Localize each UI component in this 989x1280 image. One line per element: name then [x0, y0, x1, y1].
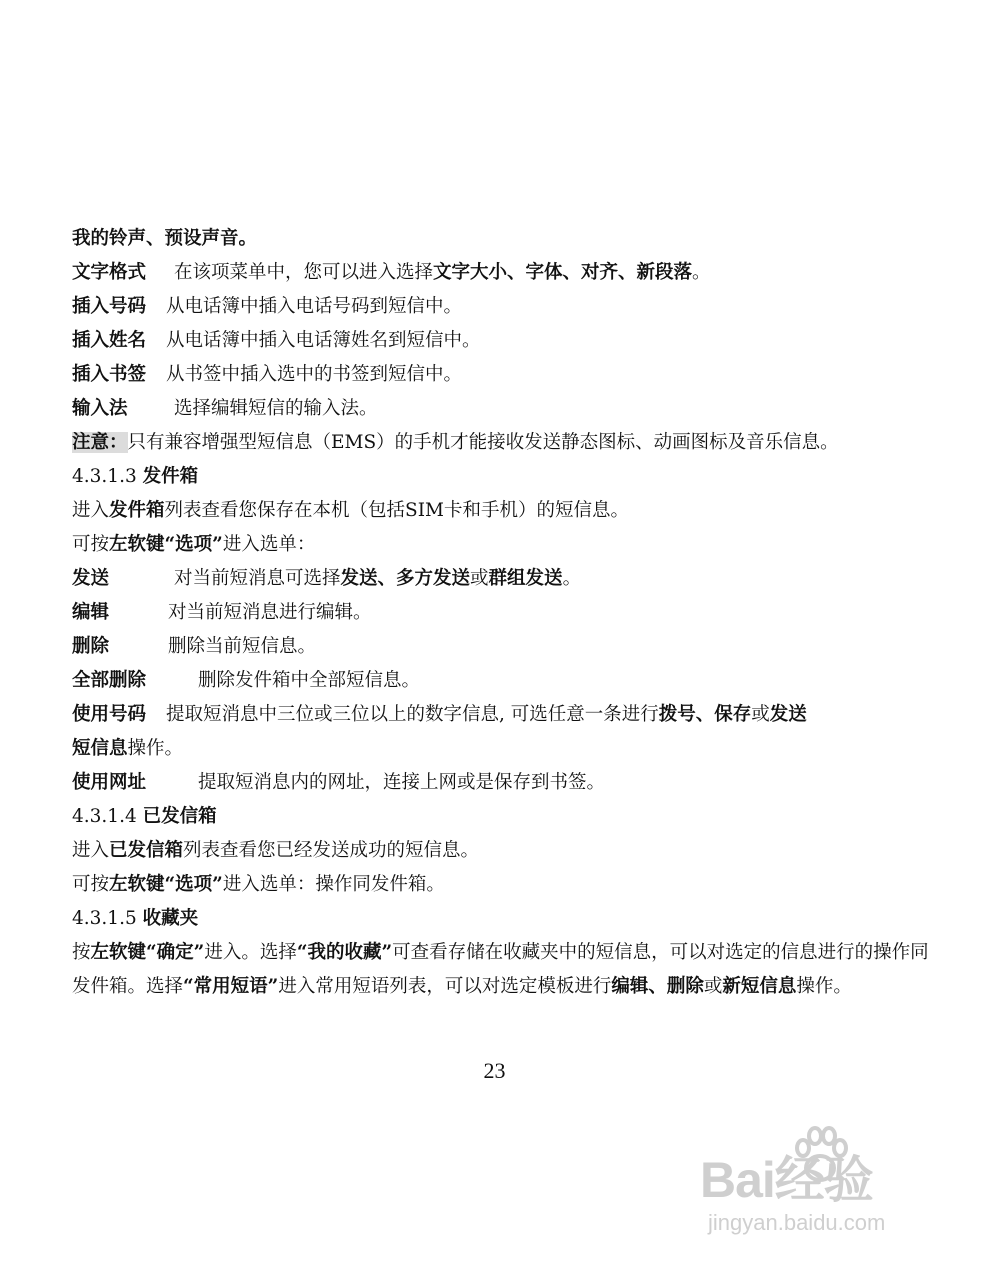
text: 我的铃声、预设声音。 — [72, 228, 258, 249]
paragraph — [72, 936, 932, 1004]
text: 进入常用短语列表，可以对选定模板进行 — [278, 976, 612, 997]
text-line — [72, 222, 932, 256]
term: 插入书签 — [72, 364, 147, 385]
section-title: 收藏夹 — [142, 908, 199, 929]
text: 进入 — [72, 840, 110, 861]
section-title: 已发信箱 — [142, 806, 217, 827]
emphasis: 群组发送 — [488, 568, 563, 589]
section-heading — [72, 460, 932, 494]
emphasis: 新短信息 — [722, 976, 797, 997]
text: 列表查看您已经发送成功的短信息。 — [183, 840, 480, 861]
emphasis: 左软键“确定” — [90, 942, 205, 963]
baidu-watermark — [700, 1120, 940, 1250]
emphasis: 短信息 — [72, 738, 128, 759]
emphasis: 左软键“选项” — [109, 874, 223, 895]
desc: 对当前短消息进行编辑。 — [168, 602, 372, 623]
emphasis: 发件箱 — [109, 500, 165, 521]
text: 按 — [72, 942, 91, 963]
term: 全部删除 — [72, 670, 147, 691]
desc: 删除发件箱中全部短信息。 — [198, 670, 421, 691]
paragraph — [72, 494, 932, 528]
desc: 对当前短消息可选择 — [174, 568, 341, 589]
desc: 从电话簿中插入电话簿姓名到短信中。 — [166, 330, 481, 351]
watermark-url: jingyan.baidu.com — [708, 1210, 886, 1235]
menu-item-input-method — [72, 392, 932, 426]
emphasis: “常用短语” — [183, 976, 279, 997]
paragraph — [72, 834, 932, 868]
term: 删除 — [72, 636, 110, 657]
desc: 提取短消息内的网址，连接上网或是保存到书签。 — [198, 772, 606, 793]
text: 可按 — [72, 874, 110, 895]
emphasis: 编辑、删除 — [611, 976, 704, 997]
section-heading — [72, 902, 932, 936]
menu-item-delete — [72, 630, 932, 664]
emphasis: 左软键“选项” — [109, 534, 223, 555]
emphasis: 已发信箱 — [109, 840, 184, 861]
desc: 。 — [692, 262, 711, 283]
desc: 删除当前短信息。 — [168, 636, 317, 657]
desc: 或 — [751, 704, 770, 725]
text: 进入选单： — [222, 534, 316, 555]
text: 可查看存储在收藏夹中的短信息，可以对选定的信息进行的操作同发件箱。选择 — [72, 942, 929, 997]
emphasis: 发送、多方发送 — [340, 568, 471, 589]
document-page — [72, 222, 932, 1004]
text: 列表查看您保存在本机（包括SIM卡和手机）的短信息。 — [164, 500, 629, 521]
page-number: 23 — [483, 1058, 506, 1083]
text: 进入选单：操作同发件箱。 — [222, 874, 445, 895]
menu-item-send — [72, 562, 932, 596]
text: 进入 — [72, 500, 110, 521]
note-text: 只有兼容增强型短信息（EMS）的手机才能接收发送静态图标、动画图标及音乐信息。 — [127, 432, 839, 453]
section-number: 4.3.1.4 — [72, 806, 137, 827]
emphasis: “我的收藏” — [296, 942, 393, 963]
desc: 选择编辑短信的输入法。 — [174, 398, 378, 419]
term: 文字格式 — [72, 262, 147, 283]
desc: 从书签中插入选中的书签到短信中。 — [166, 364, 463, 385]
note-label: 注意： — [72, 432, 128, 453]
emphasis: 文字大小、字体、对齐、新段落 — [433, 262, 693, 283]
menu-item-insert-name — [72, 324, 932, 358]
term: 编辑 — [72, 602, 110, 623]
desc: 在该项菜单中，您可以进入选择 — [174, 262, 434, 283]
term: 输入法 — [72, 398, 128, 419]
note-line — [72, 426, 932, 460]
desc: 或 — [470, 568, 489, 589]
section-heading — [72, 800, 932, 834]
desc: 从电话簿中插入电话号码到短信中。 — [166, 296, 463, 317]
section-title: 发件箱 — [142, 466, 199, 487]
term: 插入号码 — [72, 296, 147, 317]
emphasis: 发送 — [769, 704, 807, 725]
menu-item-insert-bookmark — [72, 358, 932, 392]
text: 操作。 — [796, 976, 852, 997]
menu-item-delete-all — [72, 664, 932, 698]
text: 进入。选择 — [204, 942, 297, 963]
text: 可按 — [72, 534, 110, 555]
desc: 提取短消息中三位或三位以上的数字信息, 可选任意一条进行 — [166, 704, 659, 725]
menu-item-use-number — [72, 698, 932, 766]
text: 或 — [703, 976, 723, 997]
section-number: 4.3.1.3 — [72, 466, 137, 487]
menu-item-use-url — [72, 766, 932, 800]
watermark-logo: Bai经验 — [700, 1152, 873, 1208]
menu-item-edit — [72, 596, 932, 630]
desc: 操作。 — [127, 738, 184, 759]
menu-item-text-format — [72, 256, 932, 290]
section-number: 4.3.1.5 — [72, 908, 137, 929]
term: 发送 — [72, 568, 110, 589]
emphasis: 拨号、保存 — [658, 704, 752, 725]
term: 使用网址 — [72, 772, 147, 793]
paragraph — [72, 528, 932, 562]
term: 使用号码 — [72, 704, 147, 725]
term: 插入姓名 — [72, 330, 147, 351]
paragraph — [72, 868, 932, 902]
menu-item-insert-number — [72, 290, 932, 324]
desc: 。 — [562, 568, 582, 589]
